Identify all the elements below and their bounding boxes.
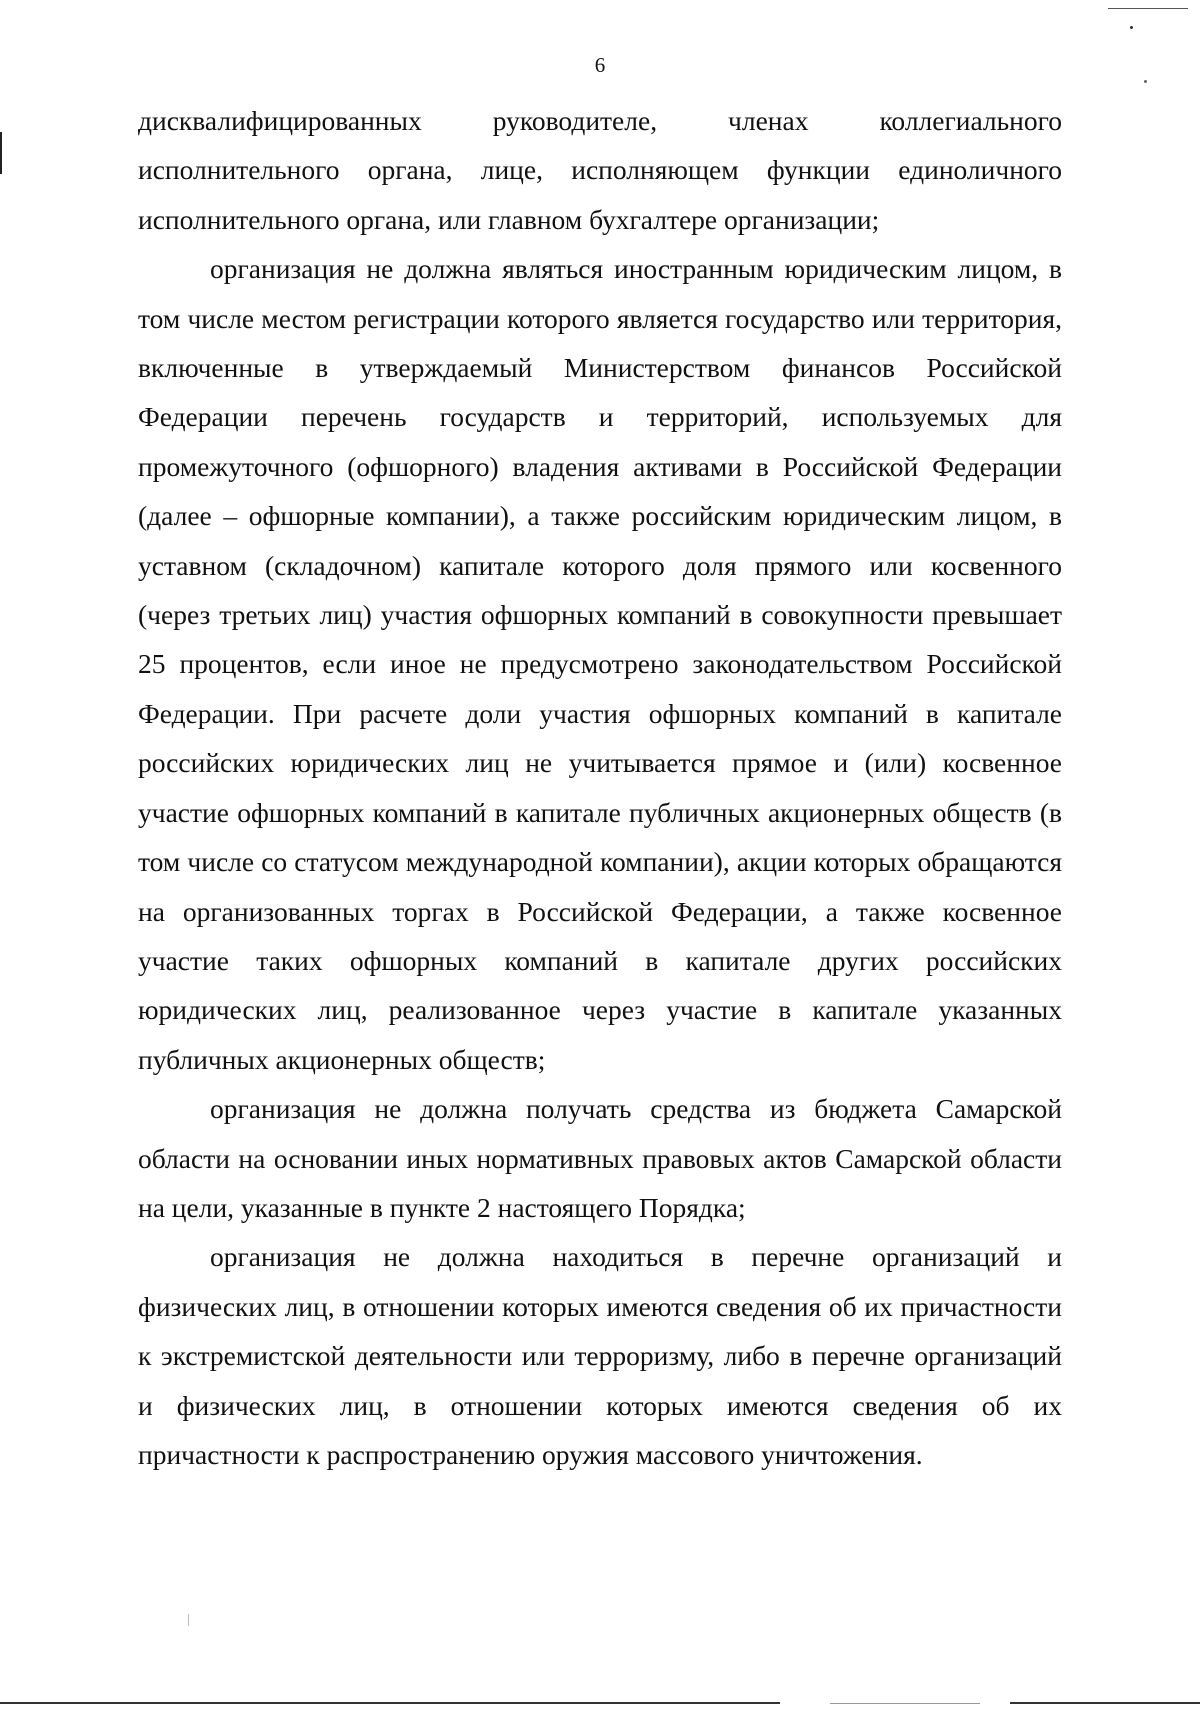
- page-number: 6: [594, 53, 606, 77]
- scan-artifact-top-line: [1108, 8, 1188, 9]
- paragraph-disqualified-persons: дисквалифицированных руководителе, членах коллегиального исполнительного органа, лице, исполняющем функции единоличного исполнительного органа, или главном бухгалтере организации;: [138, 105, 1062, 235]
- scan-artifact-dot: [1144, 80, 1147, 83]
- paragraph-extremism-list-requirement: организация не должна находиться в перечне организаций и физических лиц, в отношении которых имеются сведения об их причастности к экстремистской деятельности или терроризму, либо в перечне организаций и физических лиц, в отношении которых имеются сведения об их причастности к распространению оружия массового уничтожения.: [138, 1241, 1062, 1470]
- paragraph-budget-funds-requirement: организация не должна получать средства из бюджета Самарской области на основании иных нормативных правовых актов Самарской области на цели, указанные в пункте 2 настоящего Порядка;: [138, 1093, 1062, 1223]
- document-body: [138, 96, 1062, 1479]
- scan-artifact-bottom-line-right: [1010, 1702, 1200, 1704]
- scan-artifact-speck: [188, 1614, 189, 1626]
- scan-artifact-bottom-dash: [830, 1703, 980, 1704]
- scan-artifact-left-bar: [0, 132, 2, 174]
- paragraph-foreign-entity-requirement: организация не должна являться иностранным юридическим лицом, в том числе местом регистрации которого является государство или территория, включенные в утверждаемый Министерством финансов Российской Федерации перечень государств и территорий, используемых для промежуточного (офшорного) владения активами в Российской Федерации (далее – офшорные компании), а также российским юридическим лицом, в уставном (складочном) капитале которого доля прямого или косвенного (через третьих лиц) участия офшорных компаний в совокупности превышает 25 процентов, если иное не предусмотрено законодательством Российской Федерации. При расчете доли участия офшорных компаний в капитале российских юридических лиц не учитывается прямое и (или) косвенное участие офшорных компаний в капитале публичных акционерных обществ (в том числе со статусом международной компании), акции которых обращаются на организованных торгах в Российской Федерации, а также косвенное участие таких офшорных компаний в капитале других российских юридических лиц, реализованное через участие в капитале указанных публичных акционерных обществ;: [138, 253, 1062, 1075]
- scan-artifact-dot: [1130, 26, 1133, 29]
- scan-artifact-bottom-line: [0, 1702, 780, 1704]
